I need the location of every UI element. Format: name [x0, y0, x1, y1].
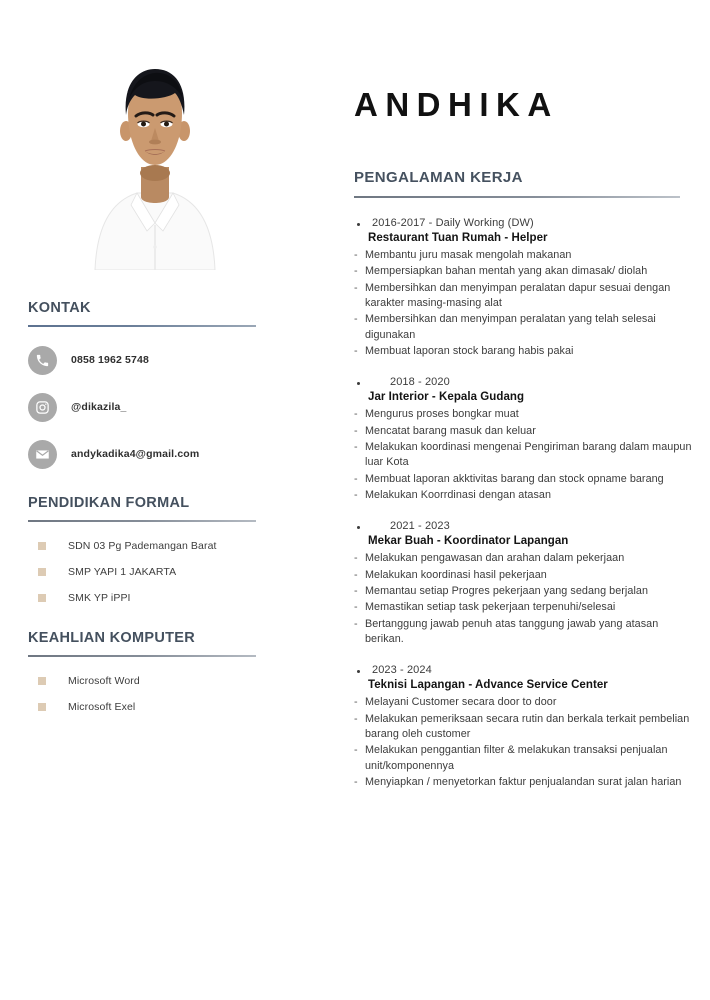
education-item-label: SMK YP iPPI	[68, 592, 131, 604]
skills-list	[28, 675, 290, 713]
duty-item: - Melakukan penggantian filter & melakukan transaksi penjualan unit/komponennya	[354, 743, 692, 774]
duty-item: - Mempersiapkan bahan mentah yang akan dimasak/ diolah	[354, 264, 692, 279]
education-divider	[28, 520, 256, 522]
list-item	[28, 701, 290, 713]
duty-item: - Melakukan Koorrdinasi dengan atasan	[354, 488, 692, 503]
square-bullet-icon	[38, 568, 46, 576]
contact-heading: KONTAK	[28, 300, 91, 316]
skill-item-label: Microsoft Exel	[68, 701, 136, 713]
duty-item: - Membuat laporan stock barang habis pakai	[354, 344, 692, 359]
education-item-label: SDN 03 Pg Pademangan Barat	[68, 540, 217, 552]
experience-heading: PENGALAMAN KERJA	[354, 169, 523, 186]
duty-item: - Melakukan pengawasan dan arahan dalam pekerjaan	[354, 551, 692, 566]
experience-date: 2016-2017 - Daily Working (DW)	[354, 217, 692, 229]
portrait-photo	[85, 55, 225, 270]
duty-item: - Membantu juru masak mengolah makanan	[354, 248, 692, 263]
experience-entry	[354, 376, 692, 503]
sidebar-column	[0, 0, 318, 1000]
experience-duties	[354, 551, 692, 647]
experience-title: Mekar Buah - Koordinator Lapangan	[368, 535, 569, 548]
list-item	[28, 675, 290, 687]
duty-item: - Melakukan koordinasi hasil pekerjaan	[354, 568, 692, 583]
duty-item: - Memantau setiap Progres pekerjaan yang sedang berjalan	[354, 584, 692, 599]
duty-item: - Menyiapkan / menyetorkan faktur penjualandan surat jalan harian	[354, 775, 692, 790]
experience-date: 2023 - 2024	[354, 664, 692, 676]
square-bullet-icon	[38, 594, 46, 602]
duty-item: - Membuat laporan akktivitas barang dan stock opname barang	[354, 472, 692, 487]
skill-item-label: Microsoft Word	[68, 675, 140, 687]
experience-date: 2018 - 2020	[354, 376, 692, 388]
square-bullet-icon	[38, 542, 46, 550]
education-heading: PENDIDIKAN FORMAL	[28, 495, 190, 511]
contact-instagram-value: @dikazila_	[71, 401, 127, 413]
contact-item-email[interactable]	[28, 439, 290, 469]
experience-entry	[354, 217, 692, 359]
portrait-photo-graphic	[85, 55, 225, 270]
contact-email-value: andykadika4@gmail.com	[71, 448, 200, 460]
contact-divider	[28, 325, 256, 327]
experience-date: 2021 - 2023	[354, 520, 692, 532]
skills-divider	[28, 655, 256, 657]
duty-item: - Bertanggung jawab penuh atas tanggung jawab yang atasan berikan.	[354, 617, 692, 648]
square-bullet-icon	[38, 703, 46, 711]
duty-item: - Membersihkan dan menyimpan peralatan dapur sesuai dengan karakter masing-masing alat	[354, 281, 692, 312]
experience-divider	[354, 196, 680, 198]
contact-section	[28, 300, 290, 469]
instagram-icon	[28, 393, 57, 422]
experience-title: Restaurant Tuan Rumah - Helper	[368, 232, 548, 244]
skills-section	[28, 630, 290, 713]
contact-item-instagram[interactable]	[28, 392, 290, 422]
phone-icon	[28, 346, 57, 375]
duty-item: - Membersihkan dan menyimpan peralatan yang telah selesai digunakan	[354, 312, 692, 343]
contact-phone-value: 0858 1962 5748	[71, 354, 150, 366]
list-item	[28, 540, 290, 552]
experience-duties	[354, 248, 692, 359]
duty-item: - Memastikan setiap task pekerjaan terpenuhi/selesai	[354, 600, 692, 615]
experience-title: Teknisi Lapangan - Advance Service Center	[368, 679, 608, 692]
experience-title: Jar Interior - Kepala Gudang	[368, 391, 525, 404]
experience-entry	[354, 664, 692, 790]
experience-duties	[354, 695, 692, 790]
main-column	[318, 0, 710, 1000]
education-item-label: SMP YAPI 1 JAKARTA	[68, 566, 177, 578]
list-item	[28, 566, 290, 578]
duty-item: - Melakukan pemeriksaan secara rutin dan berkala terkait pembelian barang oleh customer	[354, 712, 692, 743]
education-list	[28, 540, 290, 604]
page-title: ANDHIKA	[354, 86, 559, 123]
contact-item-phone[interactable]	[28, 345, 290, 375]
sidebar-sections	[28, 300, 290, 739]
experience-duties	[354, 407, 692, 503]
duty-item: - Melakukan koordinasi mengenai Pengiriman barang dalam maupun luar Kota	[354, 440, 692, 471]
email-icon	[28, 440, 57, 469]
duty-item: - Mencatat barang masuk dan keluar	[354, 424, 692, 439]
list-item	[28, 592, 290, 604]
duty-item: - Melayani Customer secara door to door	[354, 695, 692, 710]
experience-entry	[354, 520, 692, 647]
duty-item: - Mengurus proses bongkar muat	[354, 407, 692, 422]
skills-heading: KEAHLIAN KOMPUTER	[28, 630, 196, 646]
square-bullet-icon	[38, 677, 46, 685]
education-section	[28, 495, 290, 604]
